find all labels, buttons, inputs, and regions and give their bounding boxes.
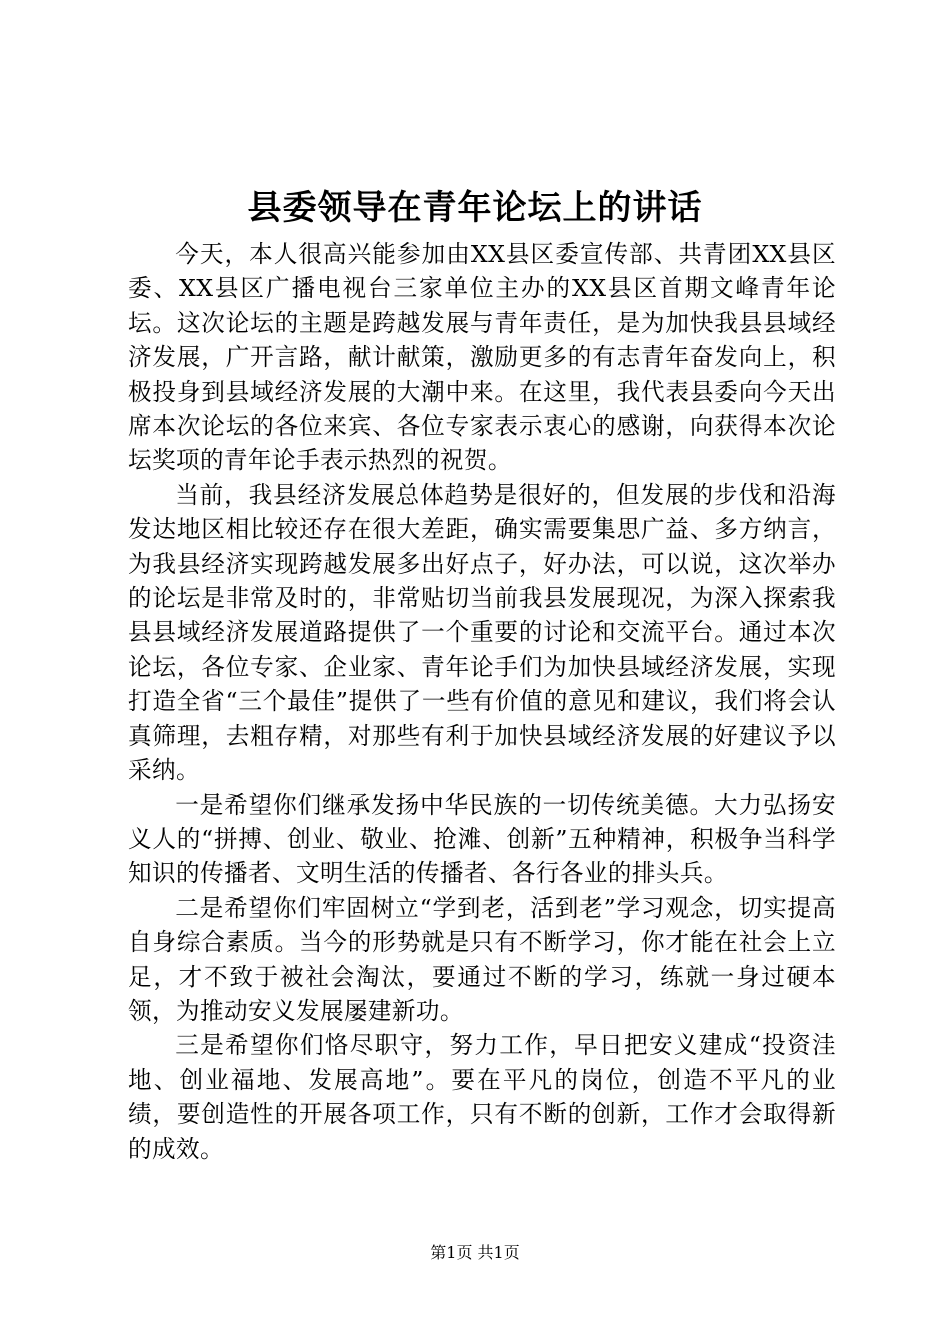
page-number-footer: 第1页 共1页 (430, 1243, 520, 1262)
paragraph-3: 一是希望你们继承发扬中华民族的一切传统美德。大力弘扬安义人的“拼搏、创业、敬业、抢滩、创新”五种精神，积极争当科学知识的传播者、文明生活的传播者、各行各业的排头兵。 (128, 790, 836, 888)
paragraph-1: 今天，本人很高兴能参加由XX县区委宣传部、共青团XX县区委、XX县区广播电视台三家单位主办的XX县区首期文峰青年论坛。这次论坛的主题是跨越发展与青年责任，是为加快我县县域经济发展，广开言路，献计献策，激励更多的有志青年奋发向上，积极投身到县域经济发展的大潮中来。在这里，我代表县委向今天出席本次论坛的各位来宾、各位专家表示衷心的感谢，向获得本次论坛奖项的青年论手表示热烈的祝贺。 (128, 240, 836, 475)
paragraph-2: 当前，我县经济发展总体趋势是很好的，但发展的步伐和沿海发达地区相比较还存在很大差距，确实需要集思广益、多方纳言，为我县经济实现跨越发展多出好点子，好办法，可以说，这次举办的论坛是非常及时的，非常贴切当前我县发展现况，为深入探索我县县域经济发展道路提供了一个重要的讨论和交流平台。通过本次论坛，各位专家、企业家、青年论手们为加快县域经济发展，实现打造全省“三个最佳”提供了一些有价值的意见和建议，我们将会认真筛理，去粗存精，对那些有利于加快县域经济发展的好建议予以采纳。 (128, 480, 836, 785)
document-body (128, 237, 836, 1166)
paragraph-4: 二是希望你们牢固树立“学到老，活到老”学习观念，切实提高自身综合素质。当今的形势就是只有不断学习，你才能在社会上立足，才不致于被社会淘汰，要通过不断的学习，练就一身过硬本领，为推动安义发展屡建新功。 (128, 893, 836, 1025)
page-title: 县委领导在青年论坛上的讲话 (247, 188, 703, 228)
paragraph-5: 三是希望你们恪尽职守，努力工作，早日把安义建成“投资洼地、创业福地、发展高地”。要在平凡的岗位，创造不平凡的业绩，要创造性的开展各项工作，只有不断的创新，工作才会取得新的成效。 (128, 1031, 836, 1163)
